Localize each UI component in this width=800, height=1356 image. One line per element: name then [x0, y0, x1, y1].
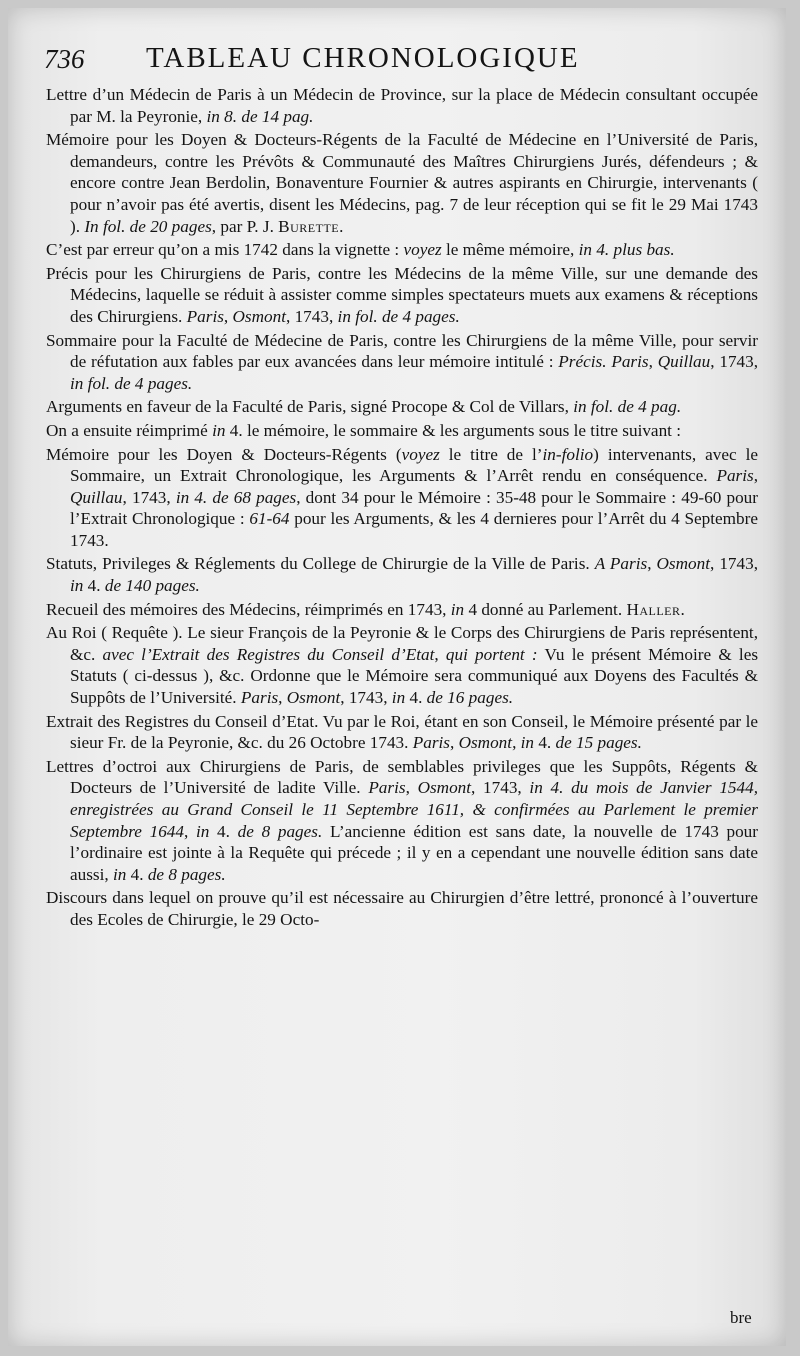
italic-text: in: [391, 688, 406, 708]
bibliography-entry: [46, 330, 758, 395]
italic-text: de 8 pages.: [237, 821, 323, 841]
entry-text: ,: [449, 733, 459, 753]
italic-text: in fol. de 4 pag.: [573, 397, 682, 417]
entry-text: ,: [753, 466, 758, 486]
italic-text: Osmont: [417, 778, 472, 798]
italic-text: 61-64: [249, 509, 290, 529]
italic-text: in fol. de 4 pages.: [70, 373, 193, 393]
page-number: 736: [44, 44, 85, 74]
italic-text: voyez: [403, 240, 442, 260]
italic-text: In fol. de 20 pages: [84, 216, 212, 236]
italic-text: Quillau: [70, 487, 123, 507]
entry-text: Précis pour les Chirurgiens de Paris, contre les Médecins de la même Ville, sur une demande des Médecins, laquelle se réduit à assister comme simples spectateurs muets aux examens & réceptions des Chirurgiens.: [46, 263, 758, 326]
italic-text: Osmont: [286, 688, 341, 708]
entry-text: .: [339, 216, 344, 236]
running-title: TABLEAU CHRONOLOGIQUE: [146, 42, 580, 74]
italic-text: voyez: [401, 444, 440, 464]
entry-text: , 1743,: [710, 352, 759, 372]
italic-text: de 8 pages.: [147, 864, 226, 884]
entry-text: Au Roi ( Requête ). Le sieur François de la Peyronie & le Corps des Chirurgiens de Paris représentent, &c.: [46, 623, 758, 664]
entry-text: , 1743,: [710, 554, 758, 574]
italic-text: Paris: [716, 466, 754, 486]
italic-text: Osmont: [458, 733, 513, 753]
entry-text: , 1743,: [122, 487, 176, 507]
entry-text: Arguments en faveur de la Faculté de Paris, signé Procope & Col de Villars,: [46, 397, 574, 417]
entry-text: Statuts, Privileges & Réglements du College de Chirurgie de la Ville de Paris.: [46, 554, 595, 574]
entry-text: le même mémoire,: [441, 240, 579, 260]
italic-text: Paris: [368, 778, 406, 798]
italic-text: in: [212, 420, 226, 440]
italic-text: avec l’Extrait des Registres du Conseil d’Etat: [102, 644, 435, 664]
italic-text: in-folio: [542, 444, 594, 464]
entry-text: ,: [278, 688, 287, 708]
entry-text: ) intervenants, avec le Sommaire, un Extrait Chronologique, les Arguments & l’Arrêt rendu en conséquence.: [70, 444, 759, 486]
italic-text: in 4. du mois de Janvier 1544, enregistrées au Grand Conseil le 11 Septembre 1611, & confirmées au Parlement le premier Septembre 1644: [70, 778, 758, 841]
bibliography-entry: [46, 263, 758, 328]
entry-text: ,: [405, 778, 418, 798]
bibliography-entry: [46, 622, 758, 708]
entry-text: C’est par erreur qu’on a mis 1742 dans la vignette :: [46, 240, 404, 260]
entry-text: Recueil des mémoires des Médecins, réimprimés en 1743,: [46, 599, 451, 619]
entry-text: , 1743,: [285, 306, 338, 326]
bibliography-entry: [46, 129, 758, 237]
bibliography-entry: [46, 239, 758, 261]
italic-text: in 4. de 68 pages: [175, 487, 297, 507]
bibliography-entry: [46, 756, 758, 886]
entry-text: ,: [648, 352, 658, 372]
entry-text: 4.: [126, 864, 148, 884]
bibliography-entry: [46, 444, 758, 552]
bibliography-entry: [46, 887, 758, 930]
italic-text: de 15 pages.: [555, 733, 642, 753]
italic-text: in: [70, 576, 84, 596]
entry-text: 4 donné au Parlement.: [464, 599, 627, 619]
entry-text: ,: [183, 821, 196, 841]
bibliography-entry: [46, 420, 758, 442]
small-caps-name: Burette: [278, 216, 340, 236]
catchword: bre: [730, 1308, 752, 1327]
bibliography-entries: [46, 84, 758, 933]
entry-text: ,: [647, 554, 657, 574]
running-head: [44, 42, 744, 82]
entry-text: ,: [434, 644, 446, 664]
entry-text: Vu le présent Mémoire & les Statuts ( ci-dessus ), &c. Ordonne que le Mémoire sera communiqué aux Doyens des Facultés & Suppôts de l’Université.: [70, 644, 759, 708]
entry-text: L’ancienne édition est sans date, la nouvelle de 1743 pour l’ordinaire est jointe à la Requête qui précede ; il y en a cependant une nouvelle édition sans date aussi,: [70, 821, 759, 884]
entry-text: le titre de l’: [439, 444, 543, 464]
entry-text: Mémoire pour les Doyen & Docteurs-Régents de la Faculté de Médecine en l’Université de Paris, demandeurs, contre les Prévôts & Communauté des Maîtres Chirurgiens Jurés, défendeurs ; & encore contre Jean Berdolin, Bonaventure Fournier & autres aspirants en Chirurgie, intervenants ( pour n’avoir pas été avertis, disent les Médecins, pag. 7 de leur réception qui se fit le 29 Mai 1743 ).: [46, 130, 758, 236]
bibliography-entry: [46, 599, 758, 621]
bibliography-entry: [46, 553, 758, 596]
italic-text: in 4. plus bas.: [578, 240, 675, 260]
entry-text: Lettres d’octroi aux Chirurgiens de Paris, de semblables privileges que les Suppôts, Régents & Docteurs de l’Université de ladite Ville.: [46, 756, 758, 798]
entry-text: 4.: [209, 821, 238, 841]
italic-text: Paris: [240, 688, 279, 708]
entry-text: Extrait des Registres du Conseil d’Etat. Vu par le Roi, étant en son Conseil, le Mémoire présenté par le sieur Fr. de la Peyronie, &c. du 26 Octobre 1743.: [46, 711, 758, 753]
entry-text: , 1743,: [471, 778, 530, 798]
italic-text: Paris: [186, 306, 224, 326]
italic-text: in: [195, 821, 210, 841]
bibliography-entry: [46, 84, 758, 127]
italic-text: Précis. Paris: [558, 352, 649, 372]
italic-text: Paris: [412, 733, 450, 753]
entry-text: 4. le mémoire, le sommaire & les arguments sous le titre suivant :: [225, 420, 682, 440]
bibliography-entry: [46, 711, 758, 754]
entry-text: , dont 34 pour le Mémoire : 35-48 pour le Sommaire : 49-60 pour l’Extrait Chronologique :: [70, 487, 758, 529]
entry-text: .: [680, 599, 685, 619]
small-caps-name: Haller: [626, 599, 681, 619]
italic-text: Quillau: [657, 352, 711, 372]
entry-text: 4.: [83, 576, 105, 596]
entry-text: On a ensuite réimprimé: [46, 420, 213, 440]
italic-text: Osmont: [232, 306, 286, 326]
entry-text: ,: [512, 733, 521, 753]
italic-text: A Paris: [594, 554, 648, 574]
entry-text: Lettre d’un Médecin de Paris à un Médecin de Province, sur la place de Médecin consultant occupée par M. la Peyronie,: [46, 85, 758, 126]
entry-text: Sommaire pour la Faculté de Médecine de Paris, contre les Chirurgiens de la même Ville, pour servir de réfutation aux fables par eux avancées dans leur mémoire intitulé :: [46, 330, 758, 372]
italic-text: in: [112, 864, 127, 884]
entry-text: , 1743,: [340, 688, 392, 708]
italic-text: in: [520, 733, 535, 753]
entry-text: Discours dans lequel on prouve qu’il est nécessaire au Chirurgien d’être lettré, prononcé à l’ouverture des Ecoles de Chirurgie, le 29 Octo-: [46, 888, 758, 929]
italic-text: qui portent :: [445, 644, 538, 664]
italic-text: in fol. de 4 pages.: [337, 306, 460, 326]
book-page: [8, 8, 786, 1346]
entry-text: Mémoire pour les Doyen & Docteurs-Régents (: [46, 444, 402, 464]
italic-text: Osmont: [656, 554, 710, 574]
entry-text: ,: [223, 306, 233, 326]
bibliography-entry: [46, 396, 758, 418]
entry-text: pour les Arguments, & les 4 dernieres pour l’Arrêt du 4 Septembre 1743.: [70, 509, 758, 550]
italic-text: in: [450, 599, 465, 619]
entry-text: 4.: [534, 733, 556, 753]
italic-text: de 140 pages.: [104, 576, 200, 596]
entry-text: , par P. J.: [211, 216, 279, 236]
entry-text: 4.: [405, 688, 427, 708]
italic-text: in 8. de 14 pag.: [206, 106, 314, 126]
italic-text: de 16 pages.: [426, 688, 514, 708]
